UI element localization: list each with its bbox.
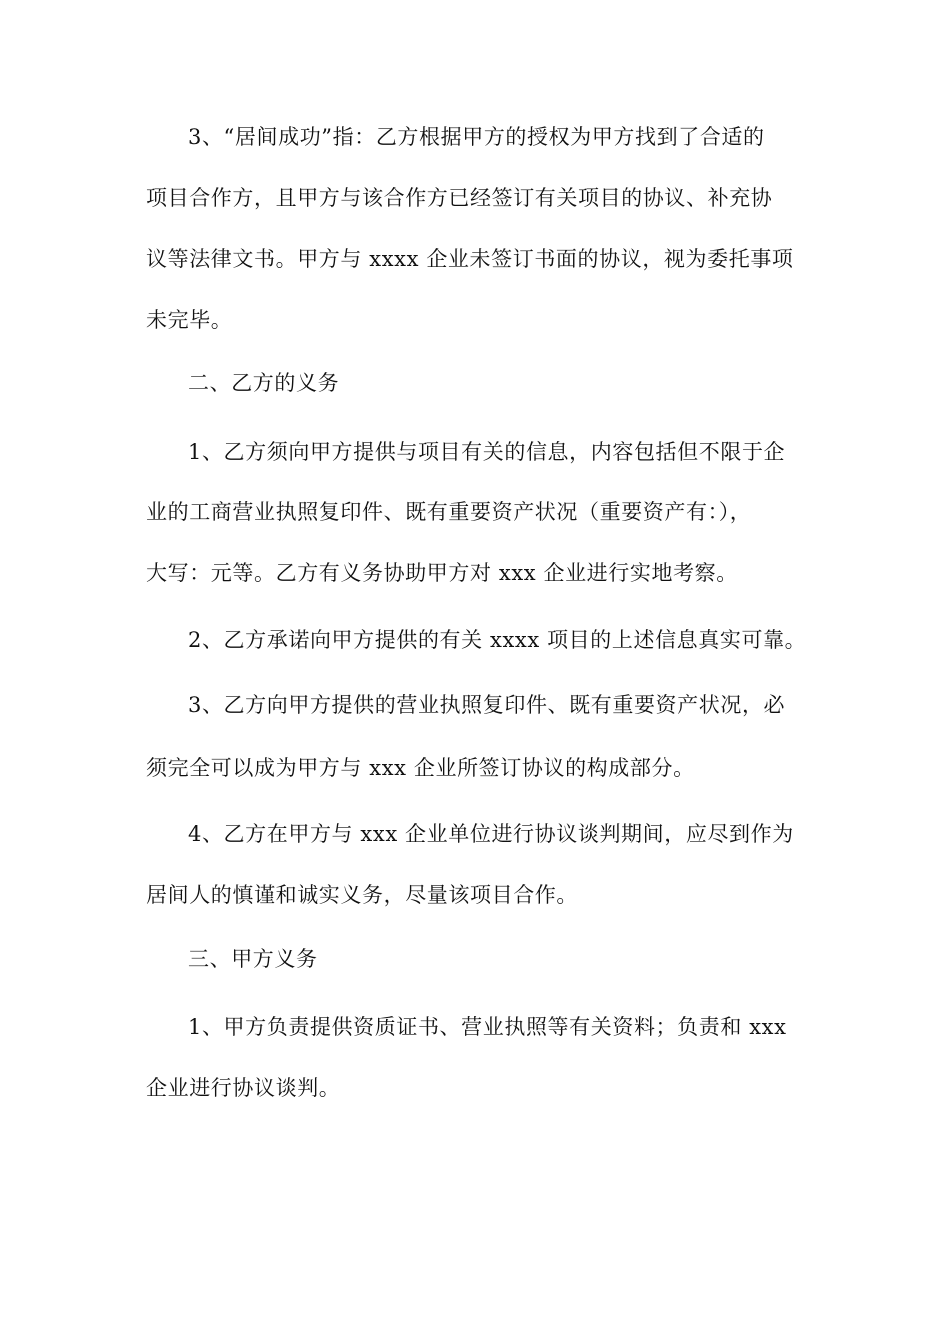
paragraph-line: 议等法律文书。甲方与 xxxx 企业未签订书面的协议，视为委托事项 bbox=[146, 247, 794, 271]
paragraph-line: 1、甲方负责提供资质证书、营业执照等有关资料；负责和 xxx bbox=[188, 1015, 787, 1039]
paragraph-line: 3、乙方向甲方提供的营业执照复印件、既有重要资产状况，必 bbox=[188, 693, 786, 717]
section-heading: 三、甲方义务 bbox=[188, 947, 318, 971]
section-heading: 二、乙方的义务 bbox=[188, 371, 340, 395]
paragraph-line: 须完全可以成为甲方与 xxx 企业所签订协议的构成部分。 bbox=[146, 756, 695, 780]
paragraph-line: 业的工商营业执照复印件、既有重要资产状况（重要资产有：）， bbox=[146, 500, 752, 524]
paragraph-line: 4、乙方在甲方与 xxx 企业单位进行协议谈判期间，应尽到作为 bbox=[188, 822, 794, 846]
paragraph-line: 3、“居间成功”指：乙方根据甲方的授权为甲方找到了合适的 bbox=[188, 125, 765, 149]
paragraph-line: 未完毕。 bbox=[146, 308, 233, 332]
paragraph-line: 企业进行协议谈判。 bbox=[146, 1076, 341, 1100]
paragraph-line: 大写：元等。乙方有义务协助甲方对 xxx 企业进行实地考察。 bbox=[146, 561, 738, 585]
paragraph-line: 1、乙方须向甲方提供与项目有关的信息，内容包括但不限于企 bbox=[188, 440, 786, 464]
paragraph-line: 项目合作方，且甲方与该合作方已经签订有关项目的协议、补充协 bbox=[146, 186, 773, 210]
paragraph-line: 居间人的慎谨和诚实义务，尽量该项目合作。 bbox=[146, 883, 578, 907]
paragraph-line: 2、乙方承诺向甲方提供的有关 xxxx 项目的上述信息真实可靠。 bbox=[188, 628, 807, 652]
